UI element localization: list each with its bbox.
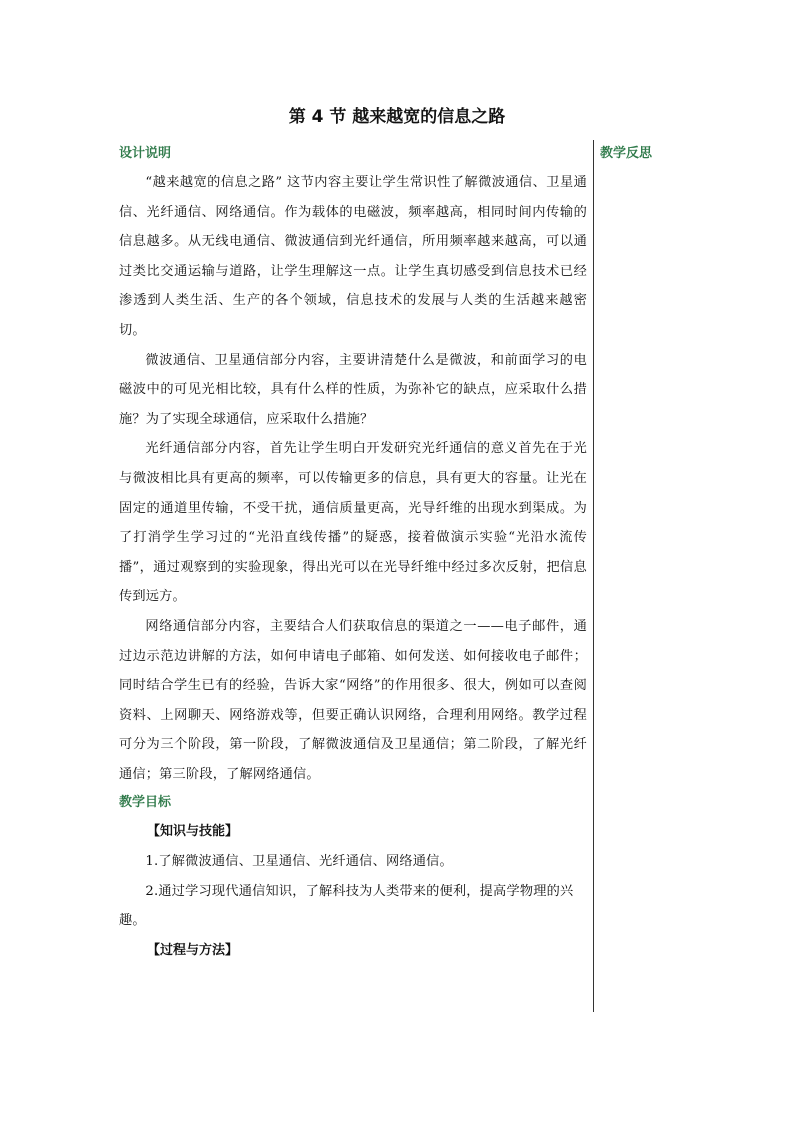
design-notes-heading: 设计说明	[119, 146, 172, 161]
goal-item-2: 2.通过学习现代通信知识，了解科技为人类带来的便利，提高学物理的兴趣。	[119, 883, 574, 929]
teaching-goals-heading: 教学目标	[119, 795, 172, 811]
knowledge-skills-heading: 【知识与技能】	[147, 824, 239, 840]
design-paragraph-4: 网络通信部分内容，主要结合人们获取信息的渠道之一——电子邮件，通过边示范边讲解的方法，如何申请电子邮箱、如何发送、如何接收电子邮件；同时结合学生已有的经验，告诉大家“网络”的作用很多、很大，例如可以查阅资料、上网聊天、网络游戏等，但要正确认识网络，合理利用网络。教学过程可分为三个阶段，第一阶段，了解微波通信及卫星通信；第二阶段，了解光纤通信；第三阶段，了解网络通信。	[119, 618, 587, 782]
teaching-reflection-heading: 教学反思	[600, 146, 653, 161]
reflection-column	[600, 140, 720, 168]
process-methods-heading: 【过程与方法】	[147, 942, 239, 958]
column-divider	[593, 140, 594, 1012]
design-paragraph-3: 光纤通信部分内容，首先让学生明白开发研究光纤通信的意义首先在于光与微波相比具有更高的频率，可以传输更多的信息，具有更大的容量。让光在固定的通道里传输，不受干扰，通信质量更高，光导纤维的出现水到渠成。为了打消学生学习过的“光沿直线传播”的疑惑，接着做演示实验“光沿水流传播”，通过观察到的实验现象，得出光可以在光导纤维中经过多次反射，把信息传到远方。	[119, 441, 587, 605]
main-column	[119, 140, 587, 1012]
goal-item-1: 1.了解微波通信、卫星通信、光纤通信、网络通信。	[145, 854, 453, 870]
design-paragraph-2: 微波通信、卫星通信部分内容，主要讲清楚什么是微波，和前面学习的电磁波中的可见光相比较，具有什么样的性质，为弥补它的缺点，应采取什么措施？为了实现全球通信，应采取什么措施？	[119, 352, 587, 427]
page-title: 第 4 节 越来越宽的信息之路	[288, 107, 506, 127]
design-paragraph-1: “越来越宽的信息之路” 这节内容主要让学生常识性了解微波通信、卫星通信、光纤通信、网络通信。作为载体的电磁波，频率越高，相同时间内传输的信息越多。从无线电通信、微波通信到光纤通信，所用频率越来越高，可以通过类比交通运输与道路，让学生理解这一点。让学生真切感受到信息技术已经渗透到人类生活、生产的各个领域，信息技术的发展与人类的生活越来越密切。	[119, 175, 587, 338]
